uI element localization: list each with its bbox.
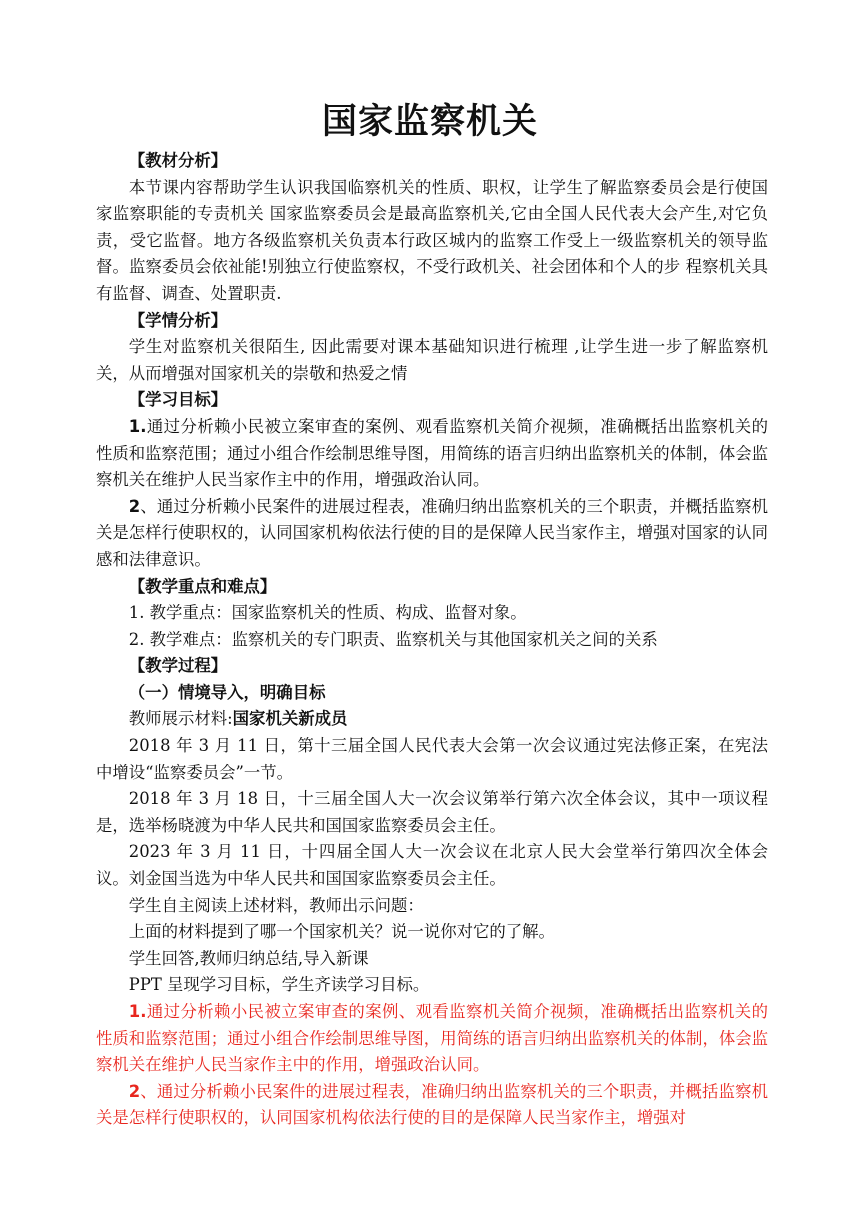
red-goal-2-text: 、通过分析赖小民案件的进展过程表，准确归纳出监察机关的三个职责，并概括监察机关是怎样行使职权的，认同国家机构依法行使的目的是保障人民当家作主，增强对 [96, 1081, 768, 1128]
paragraph-students: 学生对监察机关很陌生, 因此需要对课本基础知识进行梳理 ,让学生进一步了解监察机关，从而增强对国家机关的崇敬和热爱之情 [96, 337, 768, 383]
red-goal-item-2 [96, 1079, 768, 1132]
paragraph-activity-3: PPT 呈现学习目标，学生齐读学习目标。 [128, 975, 430, 995]
section-heading-process: 【教学过程】 [128, 656, 228, 676]
paragraph-material-1: 2018 年 3 月 11 日，第十三届全国人民代表大会第一次会议通过宪法修正案，在宪法中增设“监察委员会”一节。 [96, 736, 768, 782]
section-heading-goals: 【学习目标】 [128, 390, 228, 410]
paragraph-material-2: 2018 年 3 月 18 日，十三届全国人大一次会议第举行第六次全体会议，其中一项议程是，选举杨晓渡为中华人民共和国国家监察委员会主任。 [96, 789, 768, 835]
goal-1-text: 通过分析赖小民被立案审查的案例、观看监察机关简介视频，准确概括出监察机关的性质和监察范围；通过小组合作绘制思维导图，用简练的语言归纳出监察机关的体制，体会监察机关在维护人民当家作主中的作用，增强政治认同。 [96, 416, 769, 490]
goal-2-text: 、通过分析赖小民案件的进展过程表，准确归纳出监察机关的三个职责，并概括监察机关是怎样行使职权的，认同国家机构依法行使的目的是保障人民当家作主，增强对国家的认同感和法律意识。 [96, 496, 769, 569]
section-heading-keypoints: 【教学重点和难点】 [128, 576, 277, 596]
section-heading-analysis: 【教材分析】 [128, 151, 228, 170]
paragraph-activity-1: 学生自主阅读上述材料，教师出示问题： [128, 895, 424, 915]
goal-item-1 [96, 414, 768, 494]
page-title: 国家监察机关 [321, 102, 538, 142]
paragraph-material-3: 2023 年 3 月 11 日，十四届全国人大一次会议在北京人民大会堂举行第四次全体会议。刘金国当选为中华人民共和国国家监察委员会主任。 [96, 842, 768, 889]
material-label: 教师展示材料: [128, 709, 233, 729]
paragraph-question: 上面的材料提到了哪一个国家机关？说一说你对它的了解。 [128, 922, 555, 942]
goal-1-number: 1. [128, 416, 147, 436]
material-title: 国家机关新成员 [232, 709, 348, 729]
red-goal-item-1 [96, 999, 768, 1079]
keypoint-1: 1. 教学重点：国家监察机关的性质、构成、监督对象。 [128, 603, 527, 623]
paragraph-analysis: 本节课内容帮助学生认识我国临察机关的性质、职权，让学生了解监察委员会是行使国家监察职能的专责机关 国家监察委员会是最高监察机关,它由全国人民代表大会产生,对它负责，受它监督。地方各级监察机关负责本行政区城内的监察工作受上一级监察机关的领导监督。监察委员会依祉能!别独立行使监察权，不受行政机关、社会团体和个人的步 程察机关具有监督、调查、处置职责. [96, 177, 768, 303]
process-subheading-1: （一）情境导入，明确目标 [128, 682, 326, 702]
red-goal-1-text: 通过分析赖小民被立案审查的案例、观看监察机关简介视频，准确概括出监察机关的性质和监察范围；通过小组合作绘制思维导图，用简练的语言归纳出监察机关的体制，体会监察机关在维护人民当家作主中的作用，增强政治认同。 [96, 1002, 769, 1075]
document-body [96, 148, 768, 1132]
goal-2-number: 2 [128, 496, 141, 516]
paragraph-activity-2: 学生回答,教师归纳总结,导入新课 [128, 948, 369, 968]
material-line [96, 706, 768, 733]
section-heading-students: 【学情分析】 [128, 310, 228, 330]
keypoint-2: 2. 教学难点：监察机关的专门职责、监察机关与其他国家机关之间的关系 [128, 629, 658, 649]
red-goal-2-number: 2 [128, 1081, 141, 1101]
red-goal-1-number: 1. [128, 1002, 147, 1021]
goal-item-2 [96, 494, 768, 574]
